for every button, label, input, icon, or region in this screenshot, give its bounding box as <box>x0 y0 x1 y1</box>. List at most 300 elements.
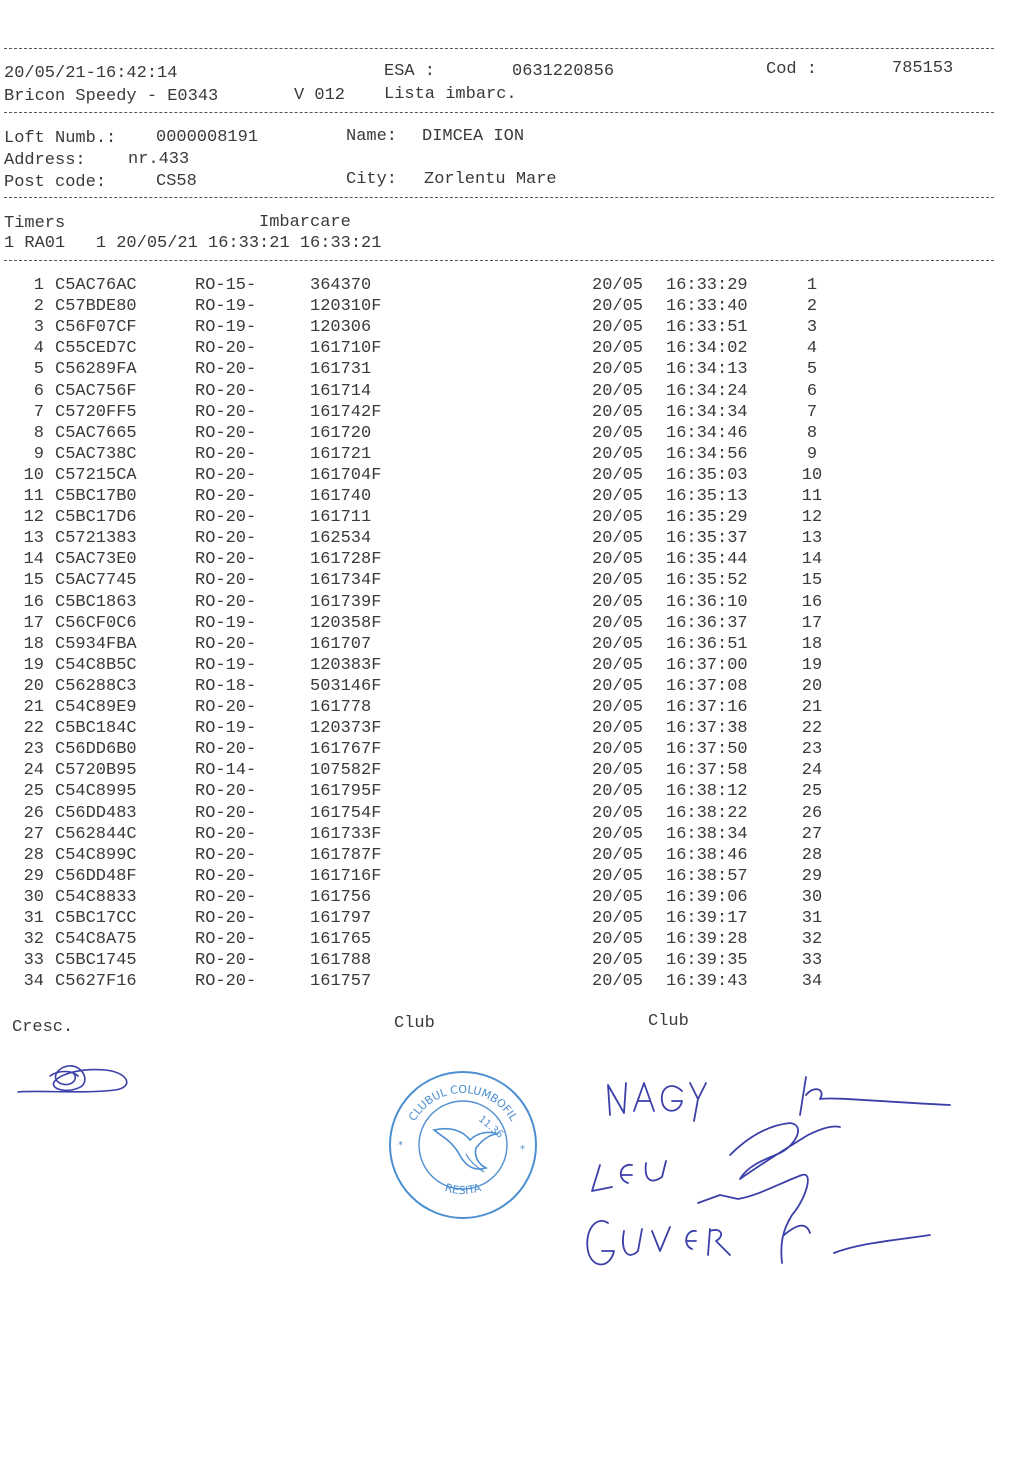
entry-row <box>0 930 1024 951</box>
entry-series: RO-20- <box>195 930 257 950</box>
entry-row <box>0 782 1024 803</box>
entry-rank: 12 <box>801 508 823 528</box>
entry-date: 20/05 <box>592 951 644 971</box>
entry-date: 20/05 <box>592 634 644 654</box>
entry-row <box>0 424 1024 445</box>
entry-series: RO-20- <box>195 592 257 612</box>
entry-row <box>0 972 1024 993</box>
entry-rank: 5 <box>806 360 818 380</box>
entry-number: 107582F <box>310 761 382 781</box>
entry-row <box>0 529 1024 550</box>
timers-label: Timers <box>4 214 66 233</box>
entry-chip: C56DD48F <box>55 866 137 886</box>
entry-series: RO-15- <box>195 276 257 295</box>
entry-date: 20/05 <box>592 866 644 886</box>
entry-row <box>0 719 1024 740</box>
entry-chip: C5AC73E0 <box>55 550 137 570</box>
entry-series: RO-20- <box>195 909 257 928</box>
entry-date: 20/05 <box>592 719 644 739</box>
entry-row <box>0 740 1024 761</box>
entry-number: 161787F <box>310 845 382 865</box>
entry-date: 20/05 <box>592 909 644 928</box>
entry-time: 16:37:58 <box>666 761 748 781</box>
entry-row <box>0 508 1024 529</box>
entry-number: 161721 <box>310 444 372 464</box>
entry-rank: 6 <box>806 381 818 401</box>
entry-rank: 34 <box>801 972 823 992</box>
entry-number: 120310F <box>310 297 382 317</box>
entry-date: 20/05 <box>592 803 644 823</box>
entry-date: 20/05 <box>592 698 644 717</box>
entry-time: 16:39:43 <box>666 972 748 992</box>
entry-time: 16:34:56 <box>666 444 748 464</box>
entry-date: 20/05 <box>592 592 644 612</box>
entry-date: 20/05 <box>592 676 644 696</box>
entry-date: 20/05 <box>592 508 644 528</box>
entry-series: RO-20- <box>195 360 257 380</box>
entry-index: 1 <box>33 276 44 295</box>
entry-date: 20/05 <box>592 845 644 865</box>
entry-chip: C5720B95 <box>55 761 137 781</box>
entry-rank: 32 <box>801 930 823 950</box>
entry-rank: 22 <box>801 719 823 739</box>
entry-number: 161714 <box>310 381 372 401</box>
entry-row <box>0 297 1024 318</box>
entry-index: 30 <box>23 887 44 907</box>
entry-index: 24 <box>23 761 44 781</box>
entry-series: RO-20- <box>195 550 257 570</box>
entry-date: 20/05 <box>592 782 644 802</box>
entry-series: RO-20- <box>195 951 257 971</box>
entry-date: 20/05 <box>592 972 644 992</box>
entry-time: 16:37:08 <box>666 676 748 696</box>
entry-rank: 3 <box>806 318 818 338</box>
entry-index: 19 <box>23 655 44 675</box>
entry-index: 5 <box>33 360 44 380</box>
entry-chip: C5BC17D6 <box>55 508 137 528</box>
entry-row <box>0 382 1024 403</box>
entry-chip: C5BC17CC <box>55 909 137 928</box>
entry-series: RO-20- <box>195 866 257 886</box>
entry-series: RO-20- <box>195 887 257 907</box>
entry-chip: C5BC17B0 <box>55 487 137 506</box>
entry-rank: 9 <box>806 444 818 464</box>
entry-date: 20/05 <box>592 339 644 359</box>
entry-series: RO-20- <box>195 339 257 359</box>
esa-value: 0631220856 <box>512 62 615 81</box>
entry-time: 16:34:46 <box>666 423 748 443</box>
entry-time: 16:35:29 <box>666 508 748 528</box>
entry-rank: 19 <box>801 655 823 675</box>
entry-series: RO-20- <box>195 465 257 485</box>
entry-index: 22 <box>23 719 44 739</box>
club-label-1: Club <box>394 1014 435 1033</box>
entry-rank: 14 <box>801 550 823 570</box>
entry-number: 161767F <box>310 740 382 760</box>
cod-value: 785153 <box>892 59 954 78</box>
entry-rank: 16 <box>801 592 823 612</box>
stamp-star-left: * <box>398 1140 403 1151</box>
entry-date: 20/05 <box>592 740 644 760</box>
entry-rank: 10 <box>801 465 823 485</box>
entry-number: 161740 <box>310 487 372 506</box>
stamp-text-top: CLUBUL COLUMBOFIL <box>406 1082 520 1124</box>
entry-date: 20/05 <box>592 465 644 485</box>
entry-rank: 25 <box>801 782 823 802</box>
device-name: Bricon Speedy - E0343 <box>4 87 219 106</box>
entry-series: RO-20- <box>195 423 257 443</box>
stamp-star-right: * <box>520 1144 525 1155</box>
entry-number: 120373F <box>310 719 382 739</box>
entry-index: 10 <box>23 465 44 485</box>
entry-series: RO-20- <box>195 444 257 464</box>
entry-index: 23 <box>23 740 44 760</box>
entry-date: 20/05 <box>592 655 644 675</box>
entry-series: RO-20- <box>195 698 257 717</box>
entry-series: RO-18- <box>195 676 257 696</box>
entry-rank: 15 <box>801 571 823 591</box>
entry-index: 11 <box>23 487 44 506</box>
entry-number: 161710F <box>310 339 382 359</box>
entry-date: 20/05 <box>592 381 644 401</box>
entry-row <box>0 635 1024 656</box>
entry-index: 28 <box>23 845 44 865</box>
entry-time: 16:38:57 <box>666 866 748 886</box>
entry-series: RO-20- <box>195 381 257 401</box>
entry-rank: 11 <box>801 487 823 506</box>
entry-row <box>0 318 1024 339</box>
entry-date: 20/05 <box>592 613 644 633</box>
entry-rank: 28 <box>801 845 823 865</box>
entry-chip: C54C89E9 <box>55 698 137 717</box>
entry-index: 17 <box>23 613 44 633</box>
entry-chip: C55CED7C <box>55 339 137 359</box>
entry-time: 16:35:52 <box>666 571 748 591</box>
entry-index: 9 <box>33 444 44 464</box>
entry-series: RO-20- <box>195 972 257 992</box>
entry-number: 364370 <box>310 276 372 295</box>
list-title: Lista imbarc. <box>384 85 517 104</box>
entry-rank: 17 <box>801 613 823 633</box>
entry-date: 20/05 <box>592 297 644 317</box>
entry-number: 161754F <box>310 803 382 823</box>
entry-number: 161728F <box>310 550 382 570</box>
entry-chip: C54C8A75 <box>55 930 137 950</box>
entry-chip: C56F07CF <box>55 318 137 338</box>
entry-chip: C56288C3 <box>55 676 137 696</box>
entry-date: 20/05 <box>592 571 644 591</box>
entry-row <box>0 339 1024 360</box>
entry-time: 16:36:51 <box>666 634 748 654</box>
entry-time: 16:37:38 <box>666 719 748 739</box>
entry-time: 16:34:13 <box>666 360 748 380</box>
entry-rank: 20 <box>801 676 823 696</box>
entry-chip: C5721383 <box>55 529 137 549</box>
entry-rank: 7 <box>806 402 818 422</box>
entry-row <box>0 677 1024 698</box>
cod-label: Cod : <box>766 60 818 79</box>
entry-row <box>0 951 1024 972</box>
entry-date: 20/05 <box>592 444 644 464</box>
entry-rank: 30 <box>801 887 823 907</box>
entry-index: 16 <box>23 592 44 612</box>
entry-chip: C5AC76AC <box>55 276 137 295</box>
entry-index: 8 <box>33 423 44 443</box>
entry-index: 12 <box>23 508 44 528</box>
entry-time: 16:35:37 <box>666 529 748 549</box>
entry-number: 161720 <box>310 423 372 443</box>
entry-time: 16:37:16 <box>666 698 748 717</box>
entry-rank: 23 <box>801 740 823 760</box>
entry-number: 120383F <box>310 655 382 675</box>
entry-time: 16:38:12 <box>666 782 748 802</box>
entry-number: 120358F <box>310 613 382 633</box>
entry-row <box>0 550 1024 571</box>
entry-date: 20/05 <box>592 887 644 907</box>
entry-series: RO-20- <box>195 571 257 591</box>
divider-timers <box>4 260 994 261</box>
entry-time: 16:33:29 <box>666 276 748 295</box>
entry-time: 16:39:17 <box>666 909 748 928</box>
club-stamp <box>386 1068 540 1222</box>
entry-number: 161778 <box>310 698 372 717</box>
entry-time: 16:38:46 <box>666 845 748 865</box>
entry-rank: 2 <box>806 297 818 317</box>
stamp-text-bottom: RESITA <box>443 1181 483 1198</box>
postcode-value: CS58 <box>156 172 197 191</box>
entry-date: 20/05 <box>592 930 644 950</box>
entry-chip: C56DD483 <box>55 803 137 823</box>
entry-index: 3 <box>33 318 44 338</box>
entry-chip: C5720FF5 <box>55 402 137 422</box>
entry-chip: C54C899C <box>55 845 137 865</box>
entry-chip: C56DD6B0 <box>55 740 137 760</box>
entry-row <box>0 403 1024 424</box>
entry-number: 161733F <box>310 824 382 844</box>
entry-chip: C5AC7745 <box>55 571 137 591</box>
entry-rank: 33 <box>801 951 823 971</box>
entry-number: 161795F <box>310 782 382 802</box>
entry-number: 161731 <box>310 360 372 380</box>
entry-index: 2 <box>33 297 44 317</box>
entry-rank: 8 <box>806 423 818 443</box>
entry-index: 6 <box>33 381 44 401</box>
entry-chip: C5AC738C <box>55 444 137 464</box>
entry-date: 20/05 <box>592 487 644 506</box>
entry-number: 161707 <box>310 634 372 654</box>
imbarcare-label: Imbarcare <box>259 213 351 232</box>
entry-time: 16:39:35 <box>666 951 748 971</box>
entry-series: RO-20- <box>195 782 257 802</box>
entry-rank: 4 <box>806 339 818 359</box>
entry-date: 20/05 <box>592 550 644 570</box>
entry-index: 4 <box>33 339 44 359</box>
entry-series: RO-20- <box>195 803 257 823</box>
entry-row <box>0 360 1024 381</box>
entry-row <box>0 571 1024 592</box>
entry-series: RO-19- <box>195 719 257 739</box>
entry-series: RO-20- <box>195 529 257 549</box>
entry-rank: 27 <box>801 824 823 844</box>
entry-row <box>0 804 1024 825</box>
entry-row <box>0 614 1024 635</box>
divider-header <box>4 112 994 113</box>
loft-name-label: Name: <box>346 127 398 146</box>
address-value: nr.433 <box>128 150 190 169</box>
entry-number: 162534 <box>310 529 372 549</box>
entry-row <box>0 487 1024 508</box>
entry-date: 20/05 <box>592 360 644 380</box>
entry-row <box>0 909 1024 930</box>
entry-time: 16:35:13 <box>666 487 748 506</box>
entry-index: 33 <box>23 951 44 971</box>
entry-index: 21 <box>23 698 44 717</box>
entry-number: 161711 <box>310 508 372 528</box>
timer-row: 1 RA01 1 20/05/21 16:33:21 16:33:21 <box>4 234 382 253</box>
entry-chip: C54C8995 <box>55 782 137 802</box>
entry-row <box>0 846 1024 867</box>
entry-series: RO-20- <box>195 487 257 506</box>
breeder-signature <box>10 1050 140 1100</box>
address-label: Address: <box>4 151 86 170</box>
entry-rank: 13 <box>801 529 823 549</box>
entry-number: 161704F <box>310 465 382 485</box>
club-label-2: Club <box>648 1012 689 1031</box>
entry-date: 20/05 <box>592 761 644 781</box>
entry-chip: C5BC1745 <box>55 951 137 971</box>
entry-date: 20/05 <box>592 318 644 338</box>
entry-chip: C5934FBA <box>55 634 137 654</box>
header-datetime: 20/05/21-16:42:14 <box>4 64 178 83</box>
entry-number: 503146F <box>310 676 382 696</box>
entry-series: RO-20- <box>195 740 257 760</box>
entry-date: 20/05 <box>592 529 644 549</box>
entry-chip: C5AC756F <box>55 381 137 401</box>
city-value: Zorlentu Mare <box>424 170 557 189</box>
entry-number: 120306 <box>310 318 372 338</box>
divider-top <box>4 48 994 49</box>
entry-number: 161739F <box>310 592 382 612</box>
entry-rank: 1 <box>806 276 818 295</box>
entry-rank: 24 <box>801 761 823 781</box>
entry-number: 161797 <box>310 909 372 928</box>
entry-chip: C56CF0C6 <box>55 613 137 633</box>
entry-date: 20/05 <box>592 276 644 295</box>
entry-row <box>0 656 1024 677</box>
entry-chip: C5AC7665 <box>55 423 137 443</box>
entry-chip: C54C8B5C <box>55 655 137 675</box>
entry-index: 27 <box>23 824 44 844</box>
entry-index: 34 <box>23 972 44 992</box>
entry-series: RO-20- <box>195 634 257 654</box>
esa-label: ESA : <box>384 62 436 81</box>
entry-number: 161716F <box>310 866 382 886</box>
handwritten-name-3 <box>570 1054 574 1056</box>
entry-row <box>0 761 1024 782</box>
entry-row <box>0 276 1024 297</box>
entry-index: 20 <box>23 676 44 696</box>
entry-time: 16:36:37 <box>666 613 748 633</box>
entry-series: RO-19- <box>195 318 257 338</box>
entry-index: 29 <box>23 866 44 886</box>
entry-time: 16:39:06 <box>666 887 748 907</box>
entry-time: 16:37:00 <box>666 655 748 675</box>
entry-series: RO-20- <box>195 845 257 865</box>
entry-index: 32 <box>23 930 44 950</box>
entry-time: 16:33:51 <box>666 318 748 338</box>
entry-series: RO-20- <box>195 402 257 422</box>
loft-name-value: DIMCEA ION <box>422 127 525 146</box>
entry-time: 16:34:02 <box>666 339 748 359</box>
entry-index: 13 <box>23 529 44 549</box>
entry-date: 20/05 <box>592 423 644 443</box>
cresc-label: Cresc. <box>12 1018 74 1037</box>
entry-time: 16:37:50 <box>666 740 748 760</box>
entry-time: 16:34:34 <box>666 402 748 422</box>
entry-index: 26 <box>23 803 44 823</box>
entry-rank: 26 <box>801 803 823 823</box>
entry-row <box>0 445 1024 466</box>
entry-row <box>0 466 1024 487</box>
entry-chip: C57215CA <box>55 465 137 485</box>
entry-row <box>0 825 1024 846</box>
club-signatures <box>570 1055 960 1315</box>
entry-time: 16:39:28 <box>666 930 748 950</box>
entry-series: RO-14- <box>195 761 257 781</box>
entry-chip: C57BDE80 <box>55 297 137 317</box>
city-label: City: <box>346 170 398 189</box>
entry-chip: C5627F16 <box>55 972 137 992</box>
postcode-label: Post code: <box>4 173 107 192</box>
entry-number: 161765 <box>310 930 372 950</box>
entry-chip: C562844C <box>55 824 137 844</box>
entry-chip: C54C8833 <box>55 887 137 907</box>
entry-chip: C56289FA <box>55 360 137 380</box>
entry-time: 16:38:22 <box>666 803 748 823</box>
device-version: V 012 <box>294 86 346 105</box>
entry-chip: C5BC184C <box>55 719 137 739</box>
entry-index: 7 <box>33 402 44 422</box>
entry-number: 161742F <box>310 402 382 422</box>
entry-series: RO-19- <box>195 297 257 317</box>
entry-index: 25 <box>23 782 44 802</box>
stamp-number: 11.36 <box>476 1113 506 1141</box>
entry-time: 16:34:24 <box>666 381 748 401</box>
loft-numb-label: Loft Numb.: <box>4 129 117 148</box>
entry-rank: 29 <box>801 866 823 886</box>
entry-series: RO-19- <box>195 613 257 633</box>
loft-numb-value: 0000008191 <box>156 128 259 147</box>
divider-loft <box>4 197 994 198</box>
entry-row <box>0 888 1024 909</box>
entry-index: 15 <box>23 571 44 591</box>
entry-time: 16:33:40 <box>666 297 748 317</box>
entry-number: 161757 <box>310 972 372 992</box>
entry-index: 18 <box>23 634 44 654</box>
entry-row <box>0 867 1024 888</box>
entry-date: 20/05 <box>592 824 644 844</box>
entry-time: 16:38:34 <box>666 824 748 844</box>
entry-date: 20/05 <box>592 402 644 422</box>
entry-index: 31 <box>23 909 44 928</box>
entry-row <box>0 593 1024 614</box>
entry-chip: C5BC1863 <box>55 592 137 612</box>
entry-series: RO-19- <box>195 655 257 675</box>
entry-rank: 31 <box>801 909 823 928</box>
entry-number: 161756 <box>310 887 372 907</box>
entry-index: 14 <box>23 550 44 570</box>
entry-series: RO-20- <box>195 824 257 844</box>
